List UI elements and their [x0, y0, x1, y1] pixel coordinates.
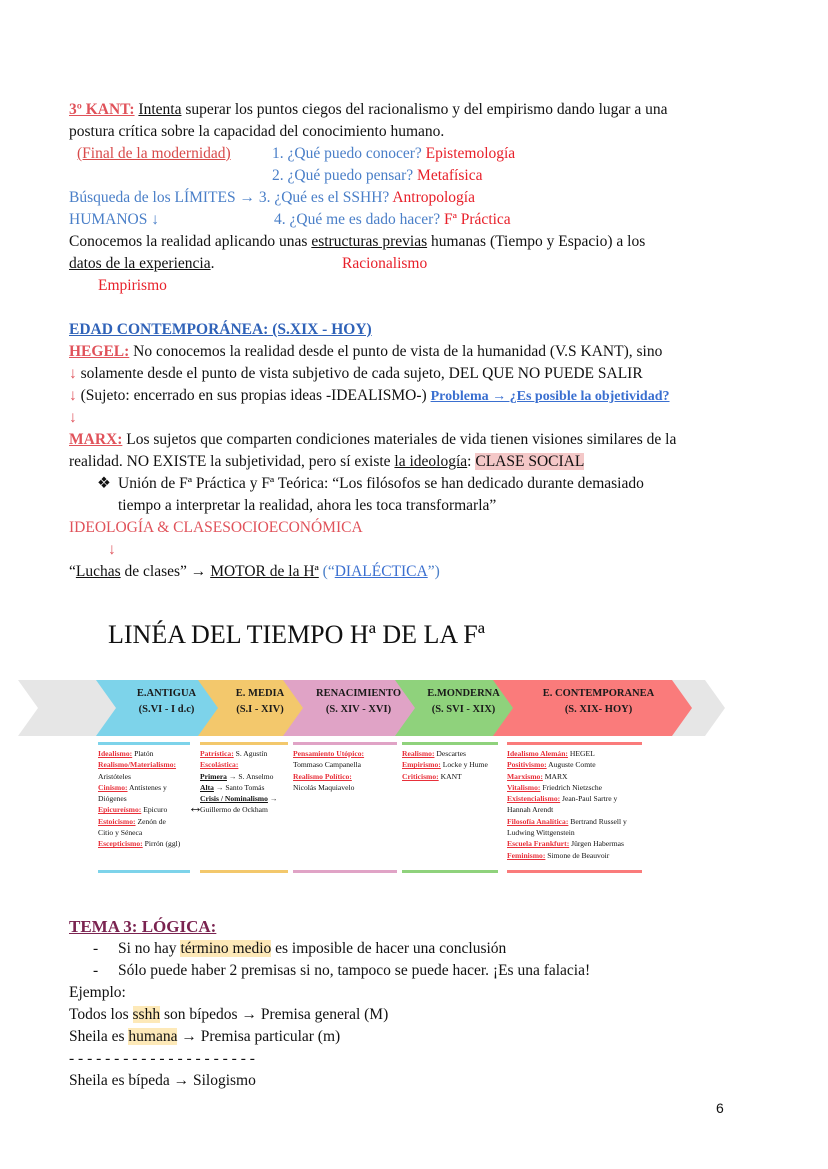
arrow-down-icon: ↓	[69, 387, 77, 404]
era-label	[411, 686, 516, 718]
column-divider	[200, 742, 288, 745]
text: Bertrand Russell y	[568, 816, 627, 826]
school-entry	[507, 850, 627, 861]
logica-point-2: Sólo puede haber 2 premisas si no, tampoco se puede hacer. ¡Es una falacia!	[118, 962, 591, 979]
text: Vitalismo:	[507, 782, 541, 792]
school-entry	[98, 759, 180, 770]
premisa-particular	[69, 1026, 340, 1048]
text: Jürgen Habermas	[569, 839, 624, 849]
text: HEGEL	[567, 749, 595, 758]
text: Escolástica:	[200, 760, 239, 770]
text: → Santo Tomás	[213, 782, 265, 792]
school-entry	[200, 782, 277, 793]
text: .	[210, 255, 215, 272]
empirismo: Empirismo	[98, 277, 167, 294]
school-entry	[293, 759, 364, 770]
text: Escuela Frankfurt:	[507, 839, 570, 849]
text: la ideología	[394, 453, 468, 470]
text: Fª Práctica	[440, 211, 511, 228]
column-divider	[402, 742, 498, 745]
text: Filosofía Analítica:	[507, 816, 569, 826]
text: 2. ¿Qué puedo pensar?	[272, 167, 414, 184]
text: S. Agustín	[233, 749, 268, 758]
marx-label: MARX:	[69, 431, 123, 448]
conclusion: Sheila es bípeda → Silogismo	[69, 1072, 256, 1089]
school-entry	[507, 804, 627, 815]
text: Idealismo:	[98, 749, 133, 758]
era-range: (S. XIV - XVI)	[325, 704, 392, 715]
school-entry	[200, 771, 277, 782]
text: Existencialismo:	[507, 794, 561, 804]
text: Antropología	[389, 189, 475, 206]
school-entry	[507, 759, 627, 770]
school-entry	[507, 771, 627, 782]
dialectica-link[interactable]: DIALÉCTICA	[334, 563, 428, 580]
era-label	[509, 686, 688, 718]
era-label	[214, 686, 306, 718]
school-entry	[507, 748, 627, 759]
timeline-title: LINÉA DEL TIEMPO Hª DE LA Fª	[108, 620, 485, 649]
arrow-down-icon: ↓	[69, 409, 77, 426]
school-entry	[293, 748, 364, 759]
ejemplo-label: Ejemplo:	[69, 984, 126, 1001]
text: Simone de Beauvoir	[545, 850, 610, 860]
text: Crisis / Nominalismo	[200, 794, 268, 804]
school-entry	[200, 804, 277, 815]
school-entry	[98, 838, 180, 849]
school-entry	[507, 793, 627, 804]
era-philosophers	[293, 748, 364, 793]
text: superar los puntos ciegos del racionalismo y del empirismo dando lugar a una	[181, 101, 668, 118]
era-range: (S.I - XIV)	[236, 704, 284, 715]
final-modernidad: (Final de la modernidad)	[77, 145, 231, 162]
kant-line-2: postura crítica sobre la capacidad del conocimiento humano.	[69, 123, 445, 140]
era-philosophers	[98, 748, 180, 850]
era-philosophers	[200, 748, 277, 816]
text: Sheila es	[69, 1028, 129, 1045]
diamond-bullet-icon: ❖	[97, 475, 111, 492]
column-divider	[507, 742, 642, 745]
highlight: término medio	[180, 940, 272, 957]
text: No conocemos la realidad desde el punto de vista de la humanidad (V.S KANT), sino	[129, 343, 663, 360]
text: Friedrich Nietzsche	[540, 782, 603, 792]
school-entry	[200, 793, 277, 804]
text: Marxismo:	[507, 771, 543, 781]
text: MOTOR de la Hª	[210, 563, 319, 580]
text: Nicolás Maquiavelo	[293, 782, 355, 792]
text: Criticismo:	[402, 771, 439, 781]
era-name: E.ANTIGUA	[136, 688, 197, 699]
bullet-text-1: Unión de Fª Práctica y Fª Teórica: “Los filósofos se han dedicado durante demasiado	[118, 475, 644, 492]
text: →	[267, 794, 278, 804]
humanos: HUMANOS ↓	[69, 211, 159, 228]
page-number: 6	[716, 1100, 724, 1116]
text: Aristóteles	[98, 771, 131, 781]
school-entry	[402, 759, 488, 770]
text: realidad. NO EXISTE la subjetividad, pero sí existe	[69, 453, 395, 470]
text: (“	[318, 563, 335, 580]
text: humanas (Tiempo y Espacio) a los	[427, 233, 646, 250]
text: Epicuro	[141, 805, 168, 815]
hegel-label: HEGEL:	[69, 343, 130, 360]
tema3-heading: TEMA 3: LÓGICA:	[69, 917, 217, 936]
text: Jean-Paul Sartre y	[560, 794, 618, 804]
school-entry	[98, 816, 180, 827]
text: son bípedos → Premisa general (M)	[160, 1006, 389, 1023]
text: Conocemos la realidad aplicando unas	[69, 233, 312, 250]
premisa-general	[69, 1004, 388, 1026]
era-range: (S. XIX- HOY)	[564, 704, 633, 715]
era-range: (S.VI - I d.c)	[138, 704, 195, 715]
text: Guillermo de Ockham	[200, 805, 268, 815]
text: Los sujetos que comparten condiciones materiales de vida tienen visiones similares de la	[122, 431, 677, 448]
text: → Premisa particular (m)	[177, 1028, 341, 1045]
school-entry	[507, 816, 627, 827]
text: Pensamiento Utópico:	[293, 749, 365, 758]
ideologia-text: IDEOLOGÍA & CLASESOCIOECONÓMICA	[69, 519, 363, 536]
text: Pirrón (ggl)	[142, 839, 181, 849]
text: KANT	[438, 771, 462, 781]
text: Luchas	[75, 563, 121, 580]
text: Intenta	[138, 101, 182, 118]
text: Realismo/Materialismo:	[98, 760, 177, 770]
era-label	[112, 686, 221, 718]
racionalismo: Racionalismo	[342, 255, 428, 272]
text: Realismo Político:	[293, 771, 352, 781]
text: 3. ¿Qué es el SSHH?	[254, 189, 390, 206]
arrow-down-icon: ↓	[108, 541, 116, 558]
logica-point-1	[118, 938, 506, 960]
text: Zenón de	[135, 816, 166, 826]
text: es imposible de hacer una conclusión	[271, 940, 507, 957]
text: Ludwing Wittgenstein	[507, 828, 575, 838]
text: Epicureísmo:	[98, 805, 142, 815]
text: Antístenes y	[127, 782, 167, 792]
column-divider	[98, 742, 190, 745]
text: Si no hay	[118, 940, 181, 957]
text: solamente desde el punto de vista subjetivo de cada sujeto, DEL QUE NO PUEDE SALIR	[76, 365, 643, 382]
text: Cinismo:	[98, 782, 128, 792]
column-divider	[293, 742, 397, 745]
edad-contemporanea-heading: EDAD CONTEMPORÁNEA: (S.XIX - HOY)	[69, 321, 372, 338]
school-entry	[98, 748, 180, 759]
text: Patrística:	[200, 749, 234, 758]
school-entry	[402, 771, 488, 782]
text: Primera	[200, 771, 227, 781]
text: datos de la experiencia	[69, 255, 211, 272]
text: → S. Anselmo	[226, 771, 274, 781]
school-entry	[98, 804, 180, 815]
dash-bullet: -	[93, 962, 99, 979]
era-range: (S. SVI - XIX)	[431, 704, 496, 715]
school-entry	[98, 827, 180, 838]
era-name: E.MONDERNA	[427, 688, 500, 699]
text: Feminismo:	[507, 850, 546, 860]
era-name: E. MEDIA	[235, 688, 285, 699]
text: 1. ¿Qué puedo conocer?	[272, 145, 422, 162]
text: Todos los	[69, 1006, 133, 1023]
text: MARX	[542, 771, 568, 781]
column-divider	[402, 870, 498, 873]
text: Idealismo Alemán:	[507, 749, 568, 758]
text: Búsqueda de los LÍMITES →	[69, 189, 255, 206]
column-divider	[98, 870, 190, 873]
column-divider	[293, 870, 397, 873]
school-entry	[98, 782, 180, 793]
text: Positivismo:	[507, 760, 547, 770]
school-entry	[200, 748, 277, 759]
highlight: sshh	[132, 1006, 161, 1023]
school-entry	[293, 771, 364, 782]
school-entry	[200, 759, 277, 770]
text: Locke y Hume	[440, 760, 488, 770]
double-arrow-icon: ↔	[188, 800, 203, 816]
text: :	[467, 453, 476, 470]
school-entry	[98, 771, 180, 782]
dash-bullet: -	[93, 940, 99, 957]
text: Platón	[132, 749, 154, 758]
text: 4. ¿Qué me es dado hacer?	[274, 211, 441, 228]
column-divider	[200, 870, 288, 873]
school-entry	[402, 748, 488, 759]
highlight: humana	[128, 1028, 178, 1045]
text: Empirismo:	[402, 760, 441, 770]
text: Alta	[200, 782, 214, 792]
text: Citio y Séneca	[98, 828, 143, 838]
clase-social-highlight: CLASE SOCIAL	[475, 453, 585, 470]
text: Diógenes	[98, 794, 127, 804]
school-entry	[507, 782, 627, 793]
text: de clases” →	[120, 563, 211, 580]
era-philosophers	[402, 748, 488, 782]
school-entry	[98, 793, 180, 804]
school-entry	[507, 827, 627, 838]
era-name: E. CONTEMPORANEA	[542, 688, 655, 699]
text: Tommaso Campanella	[293, 760, 362, 770]
text: Descartes	[434, 749, 466, 758]
era-name: RENACIMIENTO	[316, 688, 401, 699]
school-entry	[507, 838, 627, 849]
era-label	[299, 686, 418, 718]
text: Escepticismo:	[98, 839, 143, 849]
kant-label: 3º KANT:	[69, 101, 135, 118]
text: Hannah Arendt	[507, 805, 554, 815]
text: Epistemología	[421, 145, 516, 162]
column-divider	[507, 870, 642, 873]
school-entry	[293, 782, 364, 793]
text: Realismo:	[402, 749, 435, 758]
objetividad-link[interactable]: Problema → ¿Es posible la objetividad?	[430, 389, 670, 404]
bullet-text-2: tiempo a interpretar la realidad, ahora les toca transformarla”	[118, 497, 497, 514]
text: “	[69, 563, 76, 580]
text: Metafísica	[413, 167, 483, 184]
text: Auguste Comte	[546, 760, 596, 770]
era-philosophers	[507, 748, 627, 861]
text: (Sujeto: encerrado en sus propias ideas -IDEALISMO-)	[76, 387, 431, 404]
text: Estoicismo:	[98, 816, 136, 826]
arrow-down-icon: ↓	[69, 365, 77, 382]
separator: - - - - - - - - - - - - - - - - - - - - -	[69, 1050, 255, 1067]
text: estructuras previas	[311, 233, 428, 250]
text: ”)	[427, 563, 440, 580]
